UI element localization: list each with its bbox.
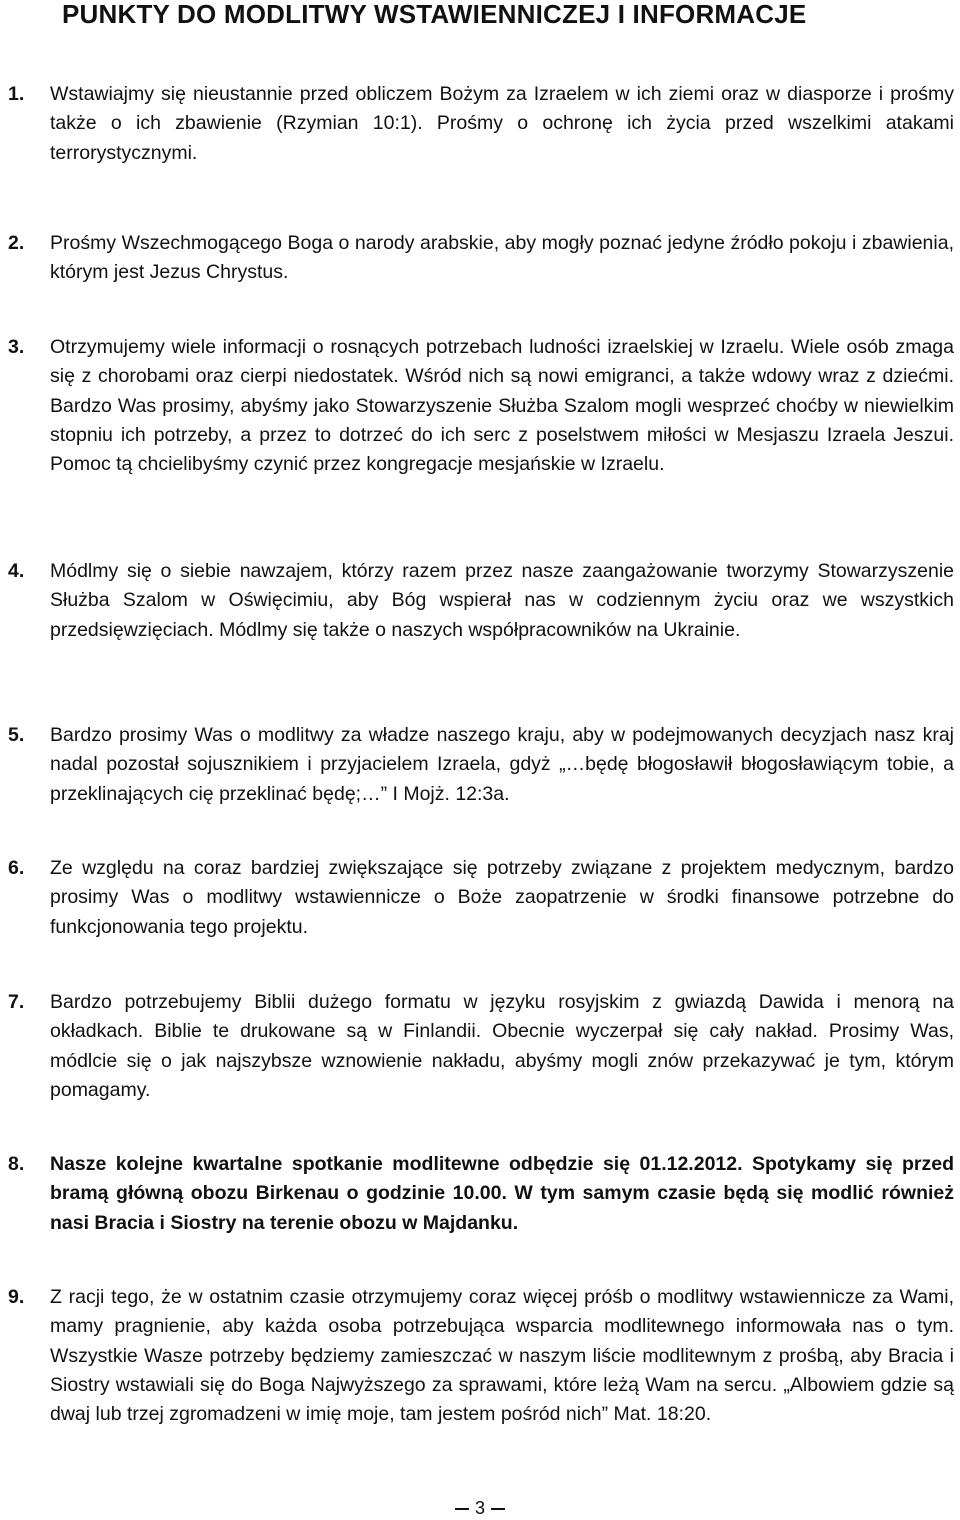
page-number: 3 — [474, 1498, 485, 1518]
item-number: 5. — [8, 724, 25, 746]
page-title: PUNKTY DO MODLITWY WSTAWIENNICZEJ I INFORMACJE — [62, 0, 807, 29]
item-text: Wstawiajmy się nieustannie przed obliczem Bożym za Izraelem w ich ziemi oraz w diasporze i prośmy także o ich zbawienie (Rzymian 10:1). Prośmy o ochronę ich życia przed wszelkimi atakami terrorystycznymi. — [50, 83, 954, 164]
item-text: Otrzymujemy wiele informacji o rosnących potrzebach ludności izraelskiej w Izraelu. Wiele osób zmaga się z chorobami oraz cierpi niedostatek. Wśród nich są nowi emigranci, a także wdowy wraz z dziećmi. Bardzo Was prosimy, abyśmy jako Stowarzyszenie Służba Szalom mogli wesprzeć choćby w niewielkim stopniu ich potrzeby, a przez to dotrzeć do ich serc z poselstwem miłości w Mesjaszu Izraela Jeszui. Pomoc tą chcielibyśmy czynić przez kongregacje mesjańskie w Izraelu. — [50, 336, 954, 476]
item-text: Bardzo prosimy Was o modlitwy za władze naszego kraju, aby w podejmowanych decyzjach nasz kraj nadal pozostał sojusznikiem i przyjacielem Izraela, gdyż „…będę błogosławił błogosławiącym tobie, a przeklinających cię przeklinać będę;…” I Mojż. 12:3a. — [50, 724, 954, 805]
item-text: Bardzo potrzebujemy Biblii dużego formatu w języku rosyjskim z gwiazdą Dawida i menorą na okładkach. Biblie te drukowane są w Finlandii. Obecnie wyczerpał się cały nakład. Prosimy Was, módlcie się o jak najszybsze wznowienie nakładu, abyśmy mogli znów przekazywać je tym, którym pomagamy. — [50, 991, 954, 1101]
item-number: 4. — [8, 560, 25, 582]
item-text: Nasze kolejne kwartalne spotkanie modlitewne odbędzie się 01.12.2012. Spotykamy się przed bramą główną obozu Birkenau o godzinie 10.00. W tym samym czasie będą się modlić również nasi Bracia i Siostry na terenie obozu w Majdanku. — [50, 1153, 954, 1234]
item-text: Prośmy Wszechmogącego Boga o narody arabskie, aby mogły poznać jedyne źródło pokoju i zbawienia, którym jest Jezus Chrystus. — [50, 232, 954, 284]
item-text: Módlmy się o siebie nawzajem, którzy razem przez nasze zaangażowanie tworzymy Stowarzyszenie Służba Szalom w Oświęcimiu, aby Bóg wspierał nas w codziennym życiu oraz we wszystkich przedsięwzięciach. Módlmy się także o naszych współpracowników na Ukrainie. — [50, 560, 954, 641]
item-number: 7. — [8, 991, 25, 1013]
item-number: 8. — [8, 1153, 25, 1175]
dash-right — [491, 1508, 505, 1510]
item-number: 3. — [8, 336, 25, 358]
item-number: 9. — [8, 1286, 25, 1308]
page-footer — [0, 1496, 960, 1520]
item-number: 6. — [8, 857, 25, 879]
item-text: Ze względu na coraz bardziej zwiększające się potrzeby związane z projektem medycznym, bardzo prosimy Was o modlitwy wstawiennicze o Boże zaopatrzenie w środki finansowe potrzebne do funkcjonowania tego projektu. — [50, 857, 954, 938]
dash-left — [455, 1508, 469, 1510]
item-text: Z racji tego, że w ostatnim czasie otrzymujemy coraz więcej próśb o modlitwy wstawiennicze za Wami, mamy pragnienie, aby każda osoba potrzebująca wsparcia modlitewnego informowała nas o tym. Wszystkie Wasze potrzeby będziemy zamieszczać w naszym liście modlitewnym z prośbą, aby Bracia i Siostry wstawiali się do Boga Najwyższego za sprawami, które leżą Wam na sercu. „Albowiem gdzie są dwaj lub trzej zgromadzeni w imię moje, tam jestem pośród nich” Mat. 18:20. — [50, 1286, 954, 1426]
item-number: 1. — [8, 83, 25, 105]
item-number: 2. — [8, 232, 25, 254]
